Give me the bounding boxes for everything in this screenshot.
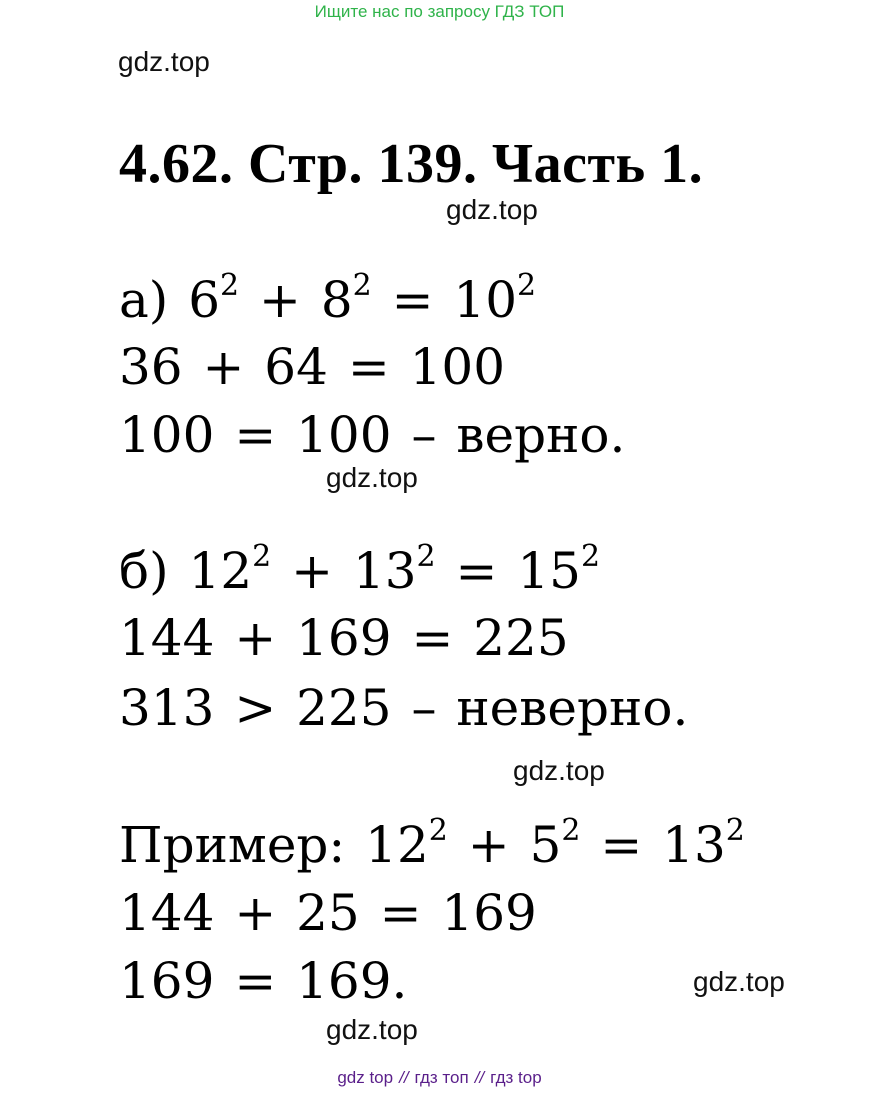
example-line3: 169 = 169.: [119, 952, 408, 1010]
watermark: gdz.top: [513, 755, 605, 786]
part-a-verdict: – верно.: [391, 406, 626, 464]
part-b-line2: 144 + 169 = 225: [119, 609, 569, 667]
watermark: gdz.top: [118, 46, 210, 77]
term: 6: [188, 271, 221, 329]
watermark: gdz.top: [326, 462, 418, 493]
part-a-line3-expr: 100 = 100: [119, 406, 392, 464]
term: 15: [517, 542, 581, 600]
term: 5: [529, 816, 562, 874]
exponent: 2: [416, 539, 436, 574]
exponent: 2: [580, 539, 601, 574]
part-a-prefix: а): [119, 271, 189, 329]
part-b-equation: [119, 539, 601, 600]
watermark: gdz.top: [693, 966, 785, 997]
search-banner: Ищите нас по запросу ГДЗ ТОП: [314, 2, 565, 21]
footer-separator: //: [474, 1068, 485, 1087]
exponent: 2: [352, 268, 372, 303]
footer-link-gdz-top[interactable]: gdz top: [337, 1068, 394, 1087]
part-b-line3-expr: 313 > 225: [119, 679, 392, 737]
operator: =: [435, 542, 518, 600]
footer-link-gdz-top-mixed[interactable]: гдз top: [490, 1068, 542, 1087]
exponent: 2: [561, 813, 581, 848]
watermark: gdz.top: [446, 194, 538, 225]
exponent: 2: [428, 813, 448, 848]
example-prefix: Пример:: [119, 816, 366, 874]
exponent: 2: [220, 268, 240, 303]
page-title: 4.62. Стр. 139. Часть 1.: [119, 133, 704, 195]
part-b-verdict: – неверно.: [391, 679, 689, 737]
exponent: 2: [725, 813, 745, 848]
term: 12: [365, 816, 429, 874]
exponent: 2: [517, 268, 537, 303]
exponent: 2: [252, 539, 272, 574]
term: 13: [352, 542, 417, 600]
part-a-line2: 36 + 64 = 100: [119, 338, 506, 396]
footer-link-gdz-top-ru[interactable]: гдз топ: [414, 1068, 469, 1087]
term: 12: [188, 542, 253, 600]
example-equation: [119, 813, 745, 874]
example-line2: 144 + 25 = 169: [119, 884, 537, 942]
operator: =: [371, 271, 454, 329]
operator: +: [271, 542, 353, 600]
part-b-prefix: б): [119, 542, 189, 600]
footer-links: [0, 1068, 879, 1088]
watermark: gdz.top: [326, 1014, 418, 1045]
footer-separator: //: [399, 1068, 409, 1087]
part-b-line3: [119, 679, 689, 737]
term: 10: [453, 271, 518, 329]
term: 8: [320, 271, 353, 329]
part-a-equation: [119, 268, 537, 329]
operator: =: [580, 816, 663, 874]
part-a-line3: [119, 406, 626, 464]
operator: +: [447, 816, 530, 874]
term: 13: [662, 816, 726, 874]
operator: +: [239, 271, 321, 329]
